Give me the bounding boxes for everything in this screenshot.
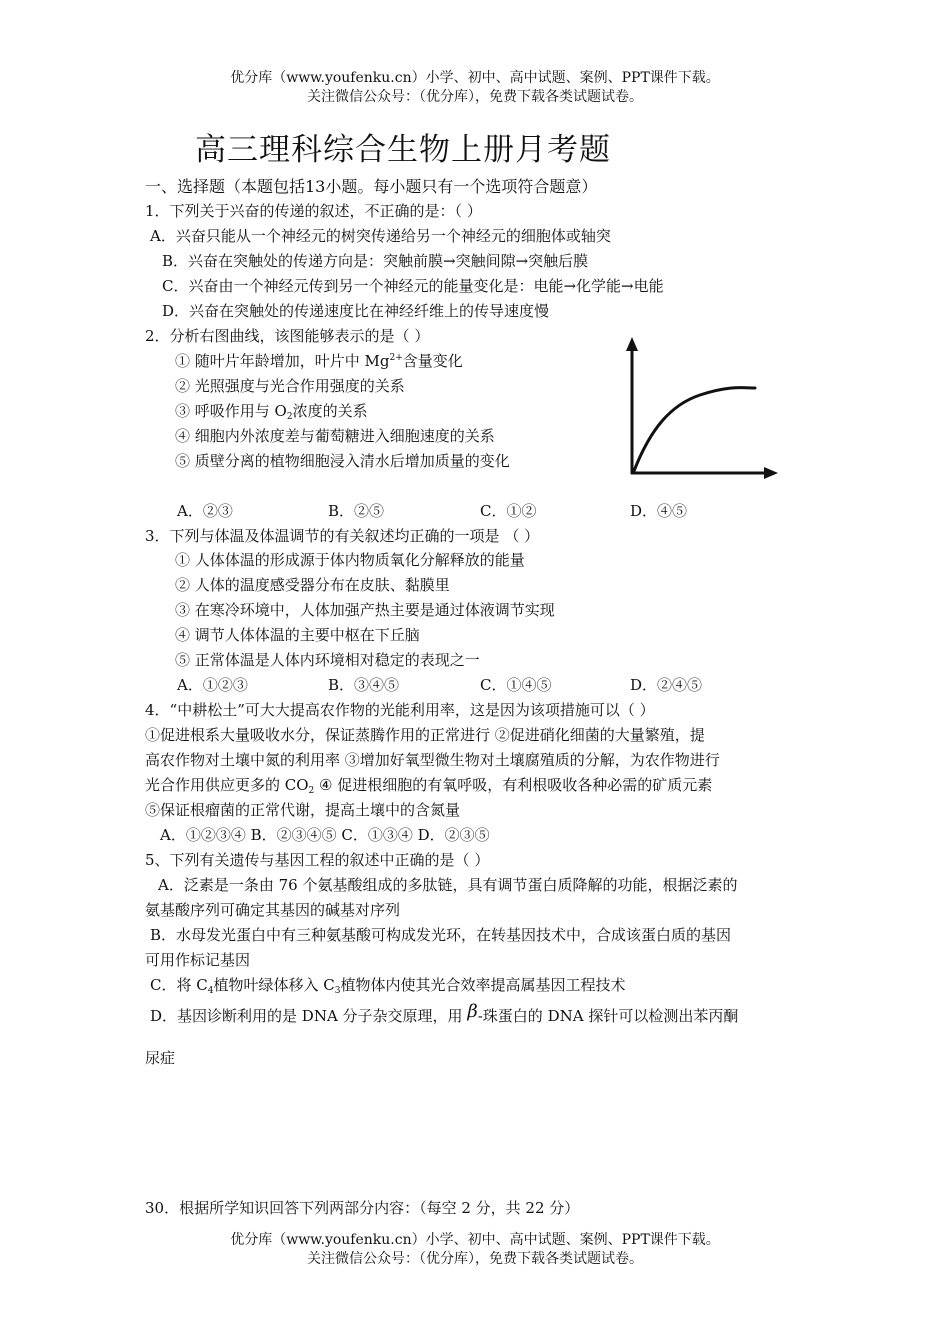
beta-symbol: β — [467, 1001, 478, 1022]
q4-line-3: 光合作用供应更多的 $CO_2$ ④ 促进根细胞的有氧呼吸，有利根吸收各种必需的矿质元素 — [145, 776, 713, 796]
q1-option-a: A．兴奋只能从一个神经元的树突传递给另一个神经元的细胞体或轴突 — [150, 227, 611, 245]
q1-stem: 1．下列关于兴奋的传递的叙述，不正确的是：（ ） — [145, 202, 482, 220]
q5-option-a-line-2: 氨基酸序列可确定其基因的碱基对序列 — [145, 901, 401, 919]
footer-line-2: 关注微信公众号：（优分库），免费下载各类试题试卷。 — [307, 1251, 643, 1267]
q5-option-b-line-1: B．水母发光蛋白中有三种氨基酸可构成发光环，在转基因技术中，合成该蛋白质的基因 — [150, 926, 732, 944]
q4-stem: 4．“中耕松土”可大大提高农作物的光能利用率，这是因为该项措施可以（ ） — [145, 701, 655, 719]
x-axis-arrow — [764, 467, 778, 479]
q5-option-d-line-2: 尿症 — [145, 1049, 176, 1067]
page-title: 高三理科综合生物上册月考题 — [195, 132, 611, 168]
header-line-2: 关注微信公众号：（优分库），免费下载各类试题试卷。 — [307, 89, 643, 105]
q1-option-c: C．兴奋由一个神经元传到另一个神经元的能量变化是：电能→化学能→电能 — [162, 277, 664, 295]
q2-option-c: C．①② — [480, 502, 537, 520]
q3-item-4: ④ 调节人体体温的主要中枢在下丘脑 — [175, 626, 420, 644]
q2-item-1: ① 随叶片年龄增加，叶片中 $Mg^{2+}$含量变化 — [175, 352, 463, 370]
footer-line-1: 优分库（www.youfenku.cn）小学、初中、高中试题、案例、PPT课件下载。 — [230, 1232, 720, 1248]
q4-options: A．①②③④ B．②③④⑤ C．①③④ D．②③⑤ — [160, 826, 490, 844]
q2-item-5: ⑤ 质壁分离的植物细胞浸入清水后增加质量的变化 — [175, 452, 510, 470]
q5-stem: 5、下列有关遗传与基因工程的叙述中正确的是（ ） — [145, 851, 490, 869]
q2-stem: 2．分析右图曲线，该图能够表示的是（ ） — [145, 327, 430, 345]
q30-stem: 30．根据所学知识回答下列两部分内容：（每空 2 分，共 22 分） — [145, 1199, 580, 1217]
q3-item-5: ⑤ 正常体温是人体内环境相对稳定的表现之一 — [175, 651, 480, 669]
q2-option-b: B．②⑤ — [328, 502, 385, 520]
q3-option-c: C．①④⑤ — [480, 676, 552, 694]
saturation-curve — [634, 388, 755, 471]
q3-item-1: ① 人体体温的形成源于体内物质氧化分解释放的能量 — [175, 551, 525, 569]
q3-item-3: ③ 在寒冷环境中，人体加强产热主要是通过体液调节实现 — [175, 601, 555, 619]
q3-option-b: B．③④⑤ — [328, 676, 400, 694]
section-heading: 一、选择题（本题包括13小题。每小题只有一个选项符合题意） — [145, 177, 598, 196]
q5-option-b-line-2: 可用作标记基因 — [145, 951, 251, 969]
q2-item-2: ② 光照强度与光合作用强度的关系 — [175, 377, 405, 395]
q2-option-d: D．④⑤ — [630, 502, 688, 520]
q2-option-a: A．②③ — [177, 502, 233, 520]
y-axis-arrow — [626, 337, 638, 351]
q2-item-3: ③ 呼吸作用与 $O_2$浓度的关系 — [175, 402, 368, 422]
curve-graph — [620, 335, 780, 485]
q3-option-d: D．②④⑤ — [630, 676, 703, 694]
q4-line-1: ①促进根系大量吸收水分，保证蒸腾作用的正常进行 ②促进硝化细菌的大量繁殖，提 — [145, 726, 705, 744]
q1-option-d: D．兴奋在突触处的传递速度比在神经纤维上的传导速度慢 — [162, 302, 550, 320]
q5-option-d: D．基因诊断利用的是 DNA 分子杂交原理，用 β-珠蛋白的 DNA 探针可以检测出苯丙酮 — [150, 1001, 739, 1025]
q3-stem: 3．下列与体温及体温调节的有关叙述均正确的一项是 （ ） — [145, 527, 540, 545]
q5-option-a-line-1: A．泛素是一条由 76 个氨基酸组成的多肽链，具有调节蛋白质降解的功能，根据泛素的 — [158, 876, 738, 894]
q3-option-a: A．①②③ — [177, 676, 248, 694]
q5-option-c: C．将 $C_4$植物叶绿体移入 $C_3$植物体内使其光合效率提高属基因工程技术 — [150, 976, 626, 996]
q1-option-b: B．兴奋在突触处的传递方向是：突触前膜→突触间隙→突触后膜 — [162, 252, 589, 270]
q3-item-2: ② 人体的温度感受器分布在皮肤、黏膜里 — [175, 576, 450, 594]
q4-line-2: 高农作物对土壤中氮的利用率 ③增加好氧型微生物对土壤腐殖质的分解，为农作物进行 — [145, 751, 720, 769]
header-line-1: 优分库（www.youfenku.cn）小学、初中、高中试题、案例、PPT课件下载。 — [230, 70, 720, 86]
q4-line-4: ⑤保证根瘤菌的正常代谢，提高土壤中的含氮量 — [145, 801, 461, 819]
q2-item-4: ④ 细胞内外浓度差与葡萄糖进入细胞速度的关系 — [175, 427, 495, 445]
